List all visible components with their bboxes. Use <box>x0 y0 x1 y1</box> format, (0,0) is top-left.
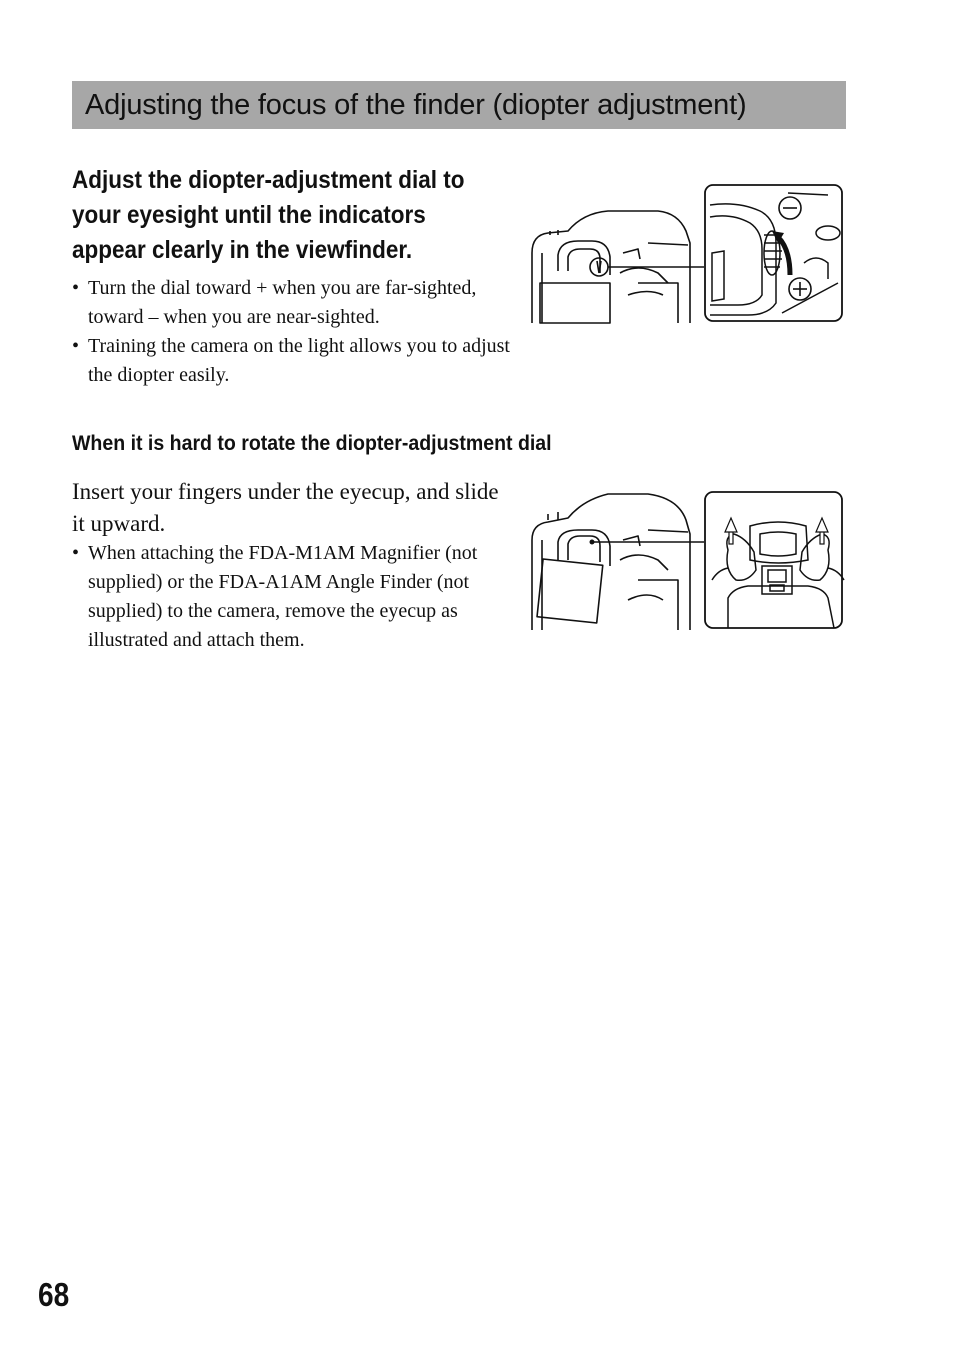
bullet-glyph: • <box>72 542 80 564</box>
diopter-bullets <box>72 274 512 390</box>
diopter-dial-closeup <box>705 185 842 321</box>
list-item <box>72 539 512 655</box>
eyecup-removal-closeup <box>705 492 844 628</box>
diopter-heading: Adjust the diopter-adjustment dial to your eyesight until the indicators appear clearly in the viewfinder. <box>72 166 465 264</box>
list-item <box>72 274 512 332</box>
hard-rotate-heading: When it is hard to rotate the diopter-adjustment dial <box>72 432 552 455</box>
bullet-text: When attaching the FDA-M1AM Magnifier (not supplied) or the FDA-A1AM Angle Finder (not supplied) to the camera, remove the eyecup as illustrated and attach them. <box>88 542 478 651</box>
eyecup-illustration <box>528 490 846 632</box>
section-title-bar <box>72 81 846 129</box>
bullet-glyph: • <box>72 277 80 299</box>
diopter-illustration <box>528 183 846 325</box>
bullet-text: Training the camera on the light allows you to adjust the diopter easily. <box>88 335 510 386</box>
section-title: Adjusting the focus of the finder (diopter adjustment) <box>85 89 747 121</box>
list-item <box>72 332 512 390</box>
minus-icon <box>779 197 801 219</box>
hard-rotate-paragraph: Insert your fingers under the eyecup, and slide it upward. <box>72 479 499 536</box>
page-number: 68 <box>38 1276 70 1313</box>
bullet-glyph: • <box>72 335 80 357</box>
bullet-text: Turn the dial toward + when you are far-sighted, toward – when you are near-sighted. <box>88 277 477 328</box>
plus-icon <box>789 278 811 300</box>
camera-back-illustration <box>532 494 690 630</box>
hard-rotate-bullets <box>72 539 512 655</box>
